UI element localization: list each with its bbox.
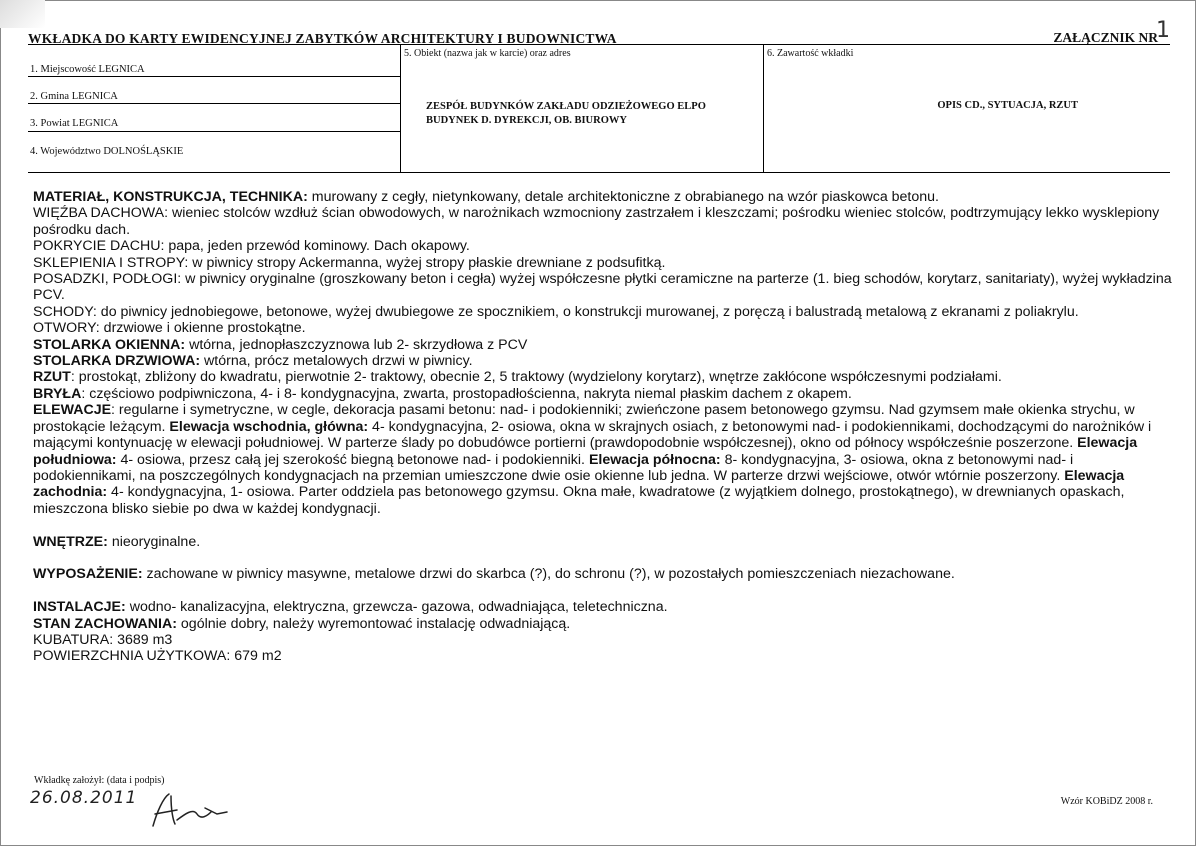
text: : prostokąt, zbliżony do kwadratu, pierwotnie 2- traktowy, obecnie 2, 5 traktowy (wydzielony korytarz), wnętrze zakłócone współczesnymi podziałami. bbox=[70, 369, 1002, 386]
field-voivodeship: 4. Województwo DOLNOŚLĄSKIE bbox=[30, 146, 184, 157]
text: zachowane w piwnicy masywne, metalowe drzwi do skarbca (?), do schronu (?), w pozostałych pomieszczeniach niezachowane. bbox=[142, 566, 955, 583]
paragraph bbox=[33, 386, 1173, 402]
spacer bbox=[33, 517, 1173, 533]
annex-label: ZAŁĄCZNIK NR bbox=[1053, 30, 1158, 45]
divider bbox=[763, 44, 764, 172]
author-label: Wkładkę założył: (data i podpis) bbox=[34, 775, 165, 786]
paragraph bbox=[33, 337, 1173, 353]
object-name bbox=[426, 100, 706, 128]
content-box-label: 6. Zawartość wkładki bbox=[767, 48, 854, 59]
paragraph: WIĘŹBA DACHOWA: wieniec stolców wzdłuż ścian obwodowych, w narożnikach wzmocniony zastrzałem i kleszczami; pośrodku wieniec stolców, podtrzymujący lekko wysklepiony pośrodku dach. bbox=[33, 205, 1160, 238]
divider bbox=[28, 76, 400, 77]
heading: BRYŁA bbox=[33, 385, 82, 402]
handwritten-date: 26.08.2011 bbox=[30, 788, 138, 808]
paragraph: OTWORY: drzwiowe i okienne prostokątne. bbox=[33, 320, 306, 337]
paragraph: POKRYCIE DACHU: papa, jeden przewód kominowy. Dach okapowy. bbox=[33, 238, 470, 255]
text: 4- kondygnacyjna, 2- osiowa, okna w skrajnych osiach, z betonowymi nad- i podokiennikami, dochodzącymi do narożników i mającymi kontynuację w elewacji południowej. W parterze ślady po dobudówce portierni (prawdopodobnie współczesnej), okno od północy współcześnie poszerzone. bbox=[33, 418, 1152, 452]
heading: STOLARKA OKIENNA: bbox=[33, 336, 186, 353]
heading: ELEWACJE bbox=[33, 402, 112, 419]
form-model: Wzór KOBiDZ 2008 r. bbox=[1060, 796, 1153, 807]
heading: WNĘTRZE: bbox=[33, 533, 108, 550]
content-value: OPIS CD., SYTUACJA, RZUT bbox=[937, 100, 1078, 111]
heading: MATERIAŁ, KONSTRUKCJA, TECHNIKA: bbox=[33, 189, 308, 205]
paragraph bbox=[33, 369, 1173, 385]
text: : częściowo podpiwniczona, 4- i 8- kondygnacyjna, zwarta, prostopadłościenna, nakryta niemal płaskim dachem z okapem. bbox=[81, 385, 852, 402]
paragraph bbox=[33, 616, 1173, 632]
heading: Elewacja wschodnia, główna: bbox=[169, 418, 369, 435]
text: 4- osiowa, przesz całą jej szerokość biegną betonowe nad- i podokienniki. bbox=[116, 451, 589, 468]
text: wtórna, prócz metalowych drzwi w piwnicy. bbox=[200, 353, 473, 370]
field-commune: 2. Gmina LEGNICA bbox=[30, 91, 118, 102]
object-box-label: 5. Obiekt (nazwa jak w karcie) oraz adres bbox=[404, 48, 571, 59]
heading: STAN ZACHOWANIA: bbox=[33, 615, 177, 632]
paragraph: KUBATURA: 3689 m3 bbox=[33, 631, 173, 648]
text: ogólnie dobry, należy wyremontować instalację odwadniającą. bbox=[176, 615, 571, 632]
text: 4- kondygnacyjna, 1- osiowa. Parter oddziela pas betonowego gzymsu. Okna małe, kwadratowe (z wyjątkiem dolnego, prostokątnego), w drewnianych opaskach, mieszczona blisko siebie po dwa w każdej kondygnacji. bbox=[33, 484, 1125, 517]
paragraph bbox=[33, 353, 1173, 369]
spacer bbox=[33, 583, 1173, 599]
divider bbox=[28, 103, 400, 104]
paragraph: SKLEPIENIA I STROPY: w piwnicy stropy Ackermanna, wyżej stropy płaskie drewniane z podsufitką. bbox=[33, 254, 666, 271]
text: murowany z cegły, nietynkowany, detale architektoniczne z obrabianego na wzór piaskowca betonu. bbox=[307, 189, 939, 205]
object-line-2: BUDYNEK D. DYREKCJI, OB. BIUROWY bbox=[426, 115, 627, 126]
text: wtórna, jednopłaszczyznowa lub 2- skrzydłowa z PCV bbox=[185, 336, 528, 353]
divider bbox=[28, 131, 400, 132]
text: wodno- kanalizacyjna, elektryczna, grzewcza- gazowa, odwadniająca, teletechniczna. bbox=[125, 599, 668, 616]
paragraph bbox=[33, 534, 1173, 550]
annex-number: 1 bbox=[1156, 18, 1170, 43]
paragraph: POSADZKI, PODŁOGI: w piwnicy oryginalne (groszkowany beton i cegła) wyżej współczesne płytki ceramiczne na parterze (1. bieg schodów, korytarz, sanitariaty), wyżej wykładzina PCV. bbox=[33, 271, 1172, 304]
object-line-1: ZESPÓŁ BUDYNKÓW ZAKŁADU ODZIEŻOWEGO ELPO bbox=[426, 101, 706, 112]
heading: WYPOSAŻENIE: bbox=[33, 566, 143, 583]
scan-corner bbox=[0, 0, 45, 28]
paragraph bbox=[33, 599, 1173, 615]
text: nieoryginalne. bbox=[107, 533, 201, 550]
heading: Elewacja południowa: bbox=[33, 435, 1138, 468]
description bbox=[33, 189, 1173, 665]
paragraph: POWIERZCHNIA UŻYTKOWA: 679 m2 bbox=[33, 648, 282, 665]
heading: INSTALACJE: bbox=[33, 599, 126, 616]
paragraph bbox=[33, 566, 1173, 582]
header-rule bbox=[28, 44, 1170, 45]
text: 8- kondygnacyjna, 3- osiowa, okna z betonowymi nad- i podokiennikami, na poszczególnych kondygnacjach na przemian umieszczone dwie osie okienne lub jedna. W parterze drzwi wejściowe, otwór wtórnie poszerzony. bbox=[33, 451, 1074, 484]
text: : regularne i symetryczne, w cegle, dekoracja pasami betonu: nad- i podokienniki; zwieńczone pasem betonowego gzymsu. Nad gzymsem małe okienka strychu, w prostokącie leżącym. bbox=[33, 402, 1135, 435]
form-title: WKŁADKA DO KARTY EWIDENCYJNEJ ZABYTKÓW ARCHITEKTURY I BUDOWNICTWA bbox=[28, 31, 617, 46]
heading: STOLARKA DRZWIOWA: bbox=[33, 353, 201, 370]
field-place: 1. Miejscowość LEGNICA bbox=[30, 64, 145, 75]
field-county: 3. Powiat LEGNICA bbox=[30, 118, 119, 129]
paragraph bbox=[33, 402, 1173, 517]
heading: Elewacja zachodnia: bbox=[33, 467, 1125, 501]
paragraph bbox=[33, 189, 1173, 205]
heading: RZUT bbox=[33, 369, 71, 386]
paragraph: SCHODY: do piwnicy jednobiegowe, betonowe, wyżej dwubiegowe ze spocznikiem, o konstrukcji murowanej, z poręczą i balustradą metalową z ekranami z poliakrylu. bbox=[33, 303, 1079, 320]
divider bbox=[400, 44, 401, 172]
signature-icon bbox=[145, 790, 235, 830]
heading: Elewacja północna: bbox=[588, 451, 721, 468]
spacer bbox=[33, 550, 1173, 566]
divider bbox=[28, 172, 1170, 173]
